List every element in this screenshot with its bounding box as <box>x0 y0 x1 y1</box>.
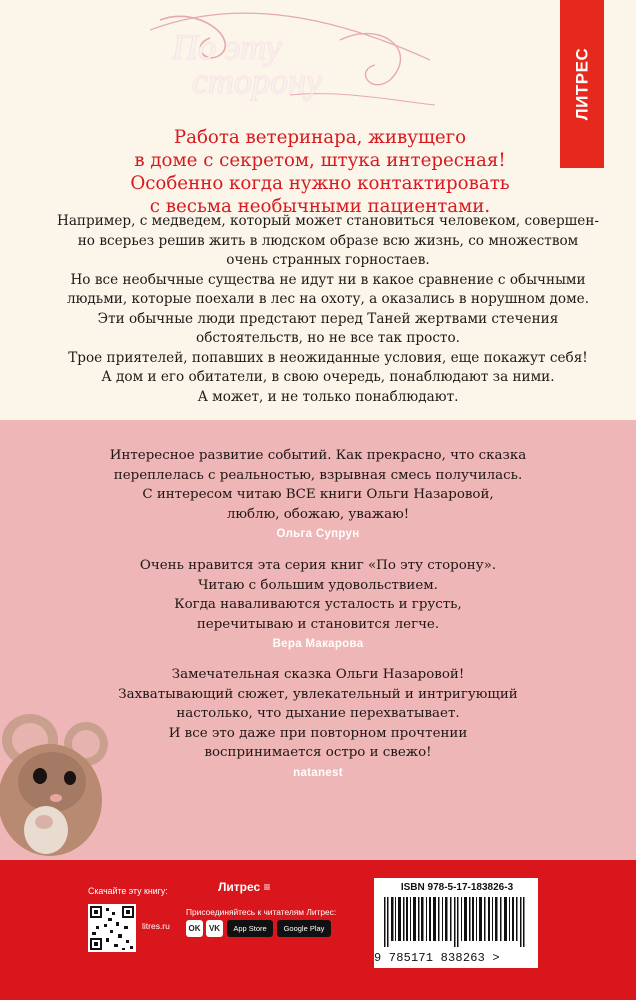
review-line: Когда наваливаются усталость и грусть, <box>174 597 462 612</box>
litres-side-tab <box>560 0 604 168</box>
review-line: И все это даже при повторном прочтении <box>168 725 468 741</box>
series-title-line1: По эту <box>172 27 282 67</box>
google-play-label: Google Play <box>283 924 325 933</box>
google-play-badge[interactable] <box>277 920 331 937</box>
litres-logo: Литрес ≡ <box>218 880 271 894</box>
vk-icon[interactable]: VK <box>206 920 223 937</box>
litres-site-link[interactable]: litres.ru <box>142 921 170 931</box>
lead-line: Особенно когда нужно контактировать <box>130 173 510 194</box>
app-store-badge[interactable] <box>227 920 273 937</box>
download-label: Скачайте эту книгу: <box>88 886 168 896</box>
odnoklassniki-icon[interactable]: OK <box>186 920 203 937</box>
barcode-number: 9 785171 838263 > <box>374 951 500 965</box>
review-1 <box>60 446 576 544</box>
lead-line: Работа ветеринара, живущего <box>173 127 467 148</box>
lead-line: с весьма необычными пациентами. <box>149 196 491 217</box>
body-line: но всерьез решив жить в людском образе всю жизнь, со множеством <box>77 232 579 249</box>
review-line: Очень нравится эта серия книг «По эту сторону». <box>139 558 497 573</box>
series-title <box>172 27 322 101</box>
lead-line: в доме с секретом, штука интересная! <box>134 150 506 171</box>
review-line: Захватывающий сюжет, увлекательный и интригующий <box>118 686 518 702</box>
barcode <box>380 897 534 947</box>
body-line: А может, и не только понаблюдают. <box>197 388 459 405</box>
review-2 <box>60 556 576 654</box>
app-store-label: App Store <box>233 924 267 933</box>
mouse-illustration <box>0 700 112 860</box>
review-author: natanest <box>293 766 343 779</box>
body-line: Но все необычные существа не идут ни в какое сравнение с обычными <box>70 271 586 288</box>
review-author: Ольга Супрун <box>276 528 360 540</box>
body-line: людьми, которые поехали в лес на охоту, а оказались в норушном доме. <box>66 291 590 307</box>
review-3 <box>60 665 576 783</box>
isbn-text: ISBN 978-5-17-183826-3 <box>400 882 514 893</box>
series-title-line2: сторону <box>192 61 322 101</box>
review-line: воспринимается остро и свежо! <box>204 745 432 760</box>
body-line: А дом и его обитатели, в свою очередь, понаблюдают за ними. <box>101 369 555 385</box>
review-line: переплелась с реальностью, взрывная смесь получилась. <box>113 467 523 483</box>
body-line: очень странных горностаев. <box>226 252 430 268</box>
lead-paragraph <box>100 126 540 218</box>
qr-code[interactable] <box>88 904 136 952</box>
body-line: обстоятельств, но не все так просто. <box>196 330 460 346</box>
review-line: Интересное развитие событий. Как прекрасно, что сказка <box>109 448 527 463</box>
review-author: Вера Макарова <box>272 638 364 650</box>
litres-side-logo: ЛИТРЕС <box>572 47 591 121</box>
join-label: Присоединяйтесь к читателям Литрес: <box>186 907 337 917</box>
annotation-text <box>56 212 600 407</box>
review-line: С интересом читаю ВСЕ книги Ольги Назаровой, <box>142 487 494 502</box>
review-line: Читаю с большим удовольствием. <box>198 577 438 593</box>
review-line: Замечательная сказка Ольги Назаровой! <box>171 667 465 682</box>
review-line: перечитываю и становится легче. <box>196 616 440 632</box>
body-line: Трое приятелей, попавших в неожиданные условия, еще покажут себя! <box>68 349 588 366</box>
review-line: люблю, обожаю, уважаю! <box>226 506 410 522</box>
review-line: настолько, что дыхание перехватывает. <box>176 706 460 721</box>
body-line: Эти обычные люди предстают перед Таней жертвами стечения <box>97 310 559 327</box>
body-line: Например, с медведем, который может становиться человеком, совершен- <box>56 213 600 229</box>
